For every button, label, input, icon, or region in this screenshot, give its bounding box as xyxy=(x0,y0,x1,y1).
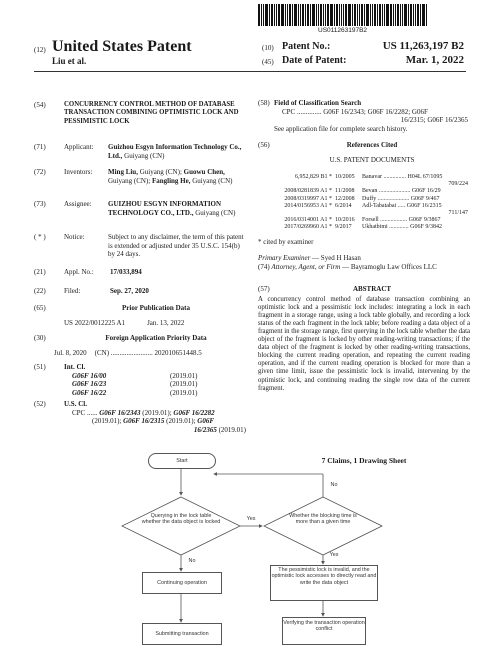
label-no-loop: No xyxy=(330,482,338,488)
applicant-label: Applicant: xyxy=(64,143,94,151)
cpc-prefix: CPC ...... xyxy=(72,408,98,417)
tag-10: (10) xyxy=(262,44,274,52)
priority-country: (CN) ........................ 202010651448.5 xyxy=(94,348,202,357)
tag-72: (72) xyxy=(34,168,46,176)
appl-no-label: Appl. No.: xyxy=(64,268,94,276)
applicant-location: Guiyang (CN) xyxy=(122,151,165,160)
reference-class: 711/147 xyxy=(448,209,468,216)
tag-45: (45) xyxy=(262,58,274,66)
tag-30: (30) xyxy=(34,334,46,342)
tag-51: (51) xyxy=(34,363,46,371)
abstract-heading: ABSTRACT xyxy=(352,285,392,293)
cpc-version: (2019.01); xyxy=(92,417,124,426)
inventor-2-loc: Guiyang (CN); xyxy=(108,176,152,185)
reference-class: 709/224 xyxy=(448,181,468,188)
reference-number: 2008/0319997 A1 * xyxy=(284,195,332,202)
authors: Liu et al. xyxy=(52,56,87,66)
class-search-cpc-1: CPC .............. G06F 16/2343; G06F 16/2282; G06F xyxy=(282,107,428,116)
tag-73: (73) xyxy=(34,200,46,208)
prior-pub-date: Jan. 13, 2022 xyxy=(147,318,185,327)
decision-query-shape xyxy=(122,497,240,555)
invention-title: CONCURRENCY CONTROL METHOD OF DATABASE TRANSACTION COMBINING OPTIMISTIC LOCK AND PESSIMISTIC LOCK xyxy=(64,101,239,125)
inventor-3: Fangling He, xyxy=(151,176,191,185)
reference-date: 10/2016 xyxy=(335,217,355,224)
reference-date: 9/2017 xyxy=(335,224,352,231)
tag-56: (56) xyxy=(258,141,270,149)
cpc-code: G06F 16/2315 xyxy=(123,417,165,426)
prior-pub-heading: Prior Publication Data xyxy=(122,304,190,312)
prior-pub-no: US 2022/0012225 A1 xyxy=(64,318,126,327)
reference-number: 2016/0314001 A1 * xyxy=(284,217,332,224)
reference-name: Adl-Tabatabai ..... G06F 16/2315 xyxy=(362,202,442,209)
tag-22: (22) xyxy=(34,287,46,295)
tag-58: (58) xyxy=(258,99,270,107)
flow-verify-conflict: Verifying the transaction operation conflict xyxy=(282,617,366,645)
label-no-2: No xyxy=(188,558,196,564)
abstract-text: A concurrency control method of database transaction combining an optimistic lock and a pessimistic lock includes: integrating a lock in each fragment in a storage range, using a lock table globally, and recording a lock status of the each fragment in the lock table; before reading a data object of a fragment in the storage range, first querying in the lock table whether the data object of the fragment is locked by other reading-writing transactions; if the data object of the fragment is locked by other reading-writing transactions, blocking the current reading operation, and repeating the current reading operation, and if the current reading operation is blocked for more than a given time limit, issue the pessimistic lock is invalid, intervening by the optimistic lock, and continuing reading the single row data of the current fragment. xyxy=(258,295,470,392)
cited-by-examiner: * cited by examiner xyxy=(258,238,314,246)
flow-continue-operation: Continuing operation xyxy=(142,572,222,594)
cpc-version: (2019.01); xyxy=(140,408,174,417)
reference-date: 12/2008 xyxy=(335,195,355,202)
reference-number: 2017/0269960 A1 * xyxy=(284,224,332,231)
inventor-2: Guowu Chen, xyxy=(183,168,225,176)
int-cl-code: G06F 16/22 xyxy=(72,388,107,397)
priority-heading: Foreign Application Priority Data xyxy=(105,334,207,342)
cpc-code: G06F xyxy=(197,417,214,426)
class-search-note: See application file for complete search history. xyxy=(274,124,408,133)
tag-21: (21) xyxy=(34,268,46,276)
attorney-name: — Bayramoglu Law Offices LLC xyxy=(340,262,437,271)
flow-decision-query: Querying in the lock table whether the data object is locked xyxy=(141,513,221,526)
int-cl-code: G06F 16/23 xyxy=(72,380,107,389)
notice-text: Subject to any disclaimer, the term of this patent is extended or adjusted under 35 U.S.C. 154(b) by 24 days. xyxy=(108,233,244,259)
inventor-1-loc: Guiyang (CN); xyxy=(137,168,184,176)
tag-12: (12) xyxy=(34,46,46,54)
reference-number: 2008/0281839 A1 * xyxy=(284,188,332,195)
cpc-code: G06F 16/2282 xyxy=(173,408,215,417)
tag-52: (52) xyxy=(34,400,46,408)
inventor-1: Ming Liu, xyxy=(108,168,138,176)
date-label: Date of Patent: xyxy=(282,55,347,66)
cpc-version: (2019.01); xyxy=(164,417,198,426)
class-search-label: Field of Classification Search xyxy=(274,99,362,107)
patent-date: Mar. 1, 2022 xyxy=(405,54,464,66)
appl-no: 17/033,894 xyxy=(110,268,142,276)
assignee-location: Guiyang (CN) xyxy=(193,208,236,217)
primary-examiner-name: — Syed H Hasan xyxy=(310,254,361,262)
reference-name: Bevan ..................... G06F 16/29 xyxy=(362,188,441,195)
label-yes-1: Yes xyxy=(246,516,256,522)
priority-date: Jul. 8, 2020 xyxy=(54,348,87,357)
int-cl-version: (2019.01) xyxy=(170,371,198,380)
int-cl-code: G06F 16/00 xyxy=(72,371,107,380)
references-heading: References Cited xyxy=(346,141,398,149)
reference-date: 11/2008 xyxy=(335,188,355,195)
class-search-cpc-2: 16/2315; G06F 16/2365 xyxy=(400,116,468,125)
assignee-label: Assignee: xyxy=(64,200,92,208)
us-cl-label: U.S. Cl. xyxy=(64,400,87,408)
barcode-number: US011263197B2 xyxy=(318,27,368,34)
reference-name: Ukhatbimi ............. G06F 9/3842 xyxy=(362,224,443,231)
patent-no: US 11,263,197 B2 xyxy=(382,40,464,52)
cpc-code: 16/2365 xyxy=(193,425,217,434)
patent-title: United States Patent xyxy=(52,38,192,55)
notice-label: Notice: xyxy=(64,233,85,241)
flow-start: Start xyxy=(148,453,216,469)
reference-date: 6/2014 xyxy=(335,202,352,209)
tag-71: (71) xyxy=(34,143,46,151)
inventors-label: Inventors: xyxy=(64,168,93,176)
assignee-name: GUIZHOU ESGYN INFORMATION TECHNOLOGY CO., LTD., xyxy=(108,200,222,217)
reference-name: Banavar ............... H04L 67/1095 xyxy=(362,174,443,180)
attorney-label: Attorney, Agent, or Firm xyxy=(271,262,341,271)
filed-date: Sep. 27, 2020 xyxy=(110,287,149,295)
reference-number: 6,952,829 B1 * xyxy=(294,174,332,180)
applicant-name: Guizhou Esgyn Information Technology Co., Ltd., xyxy=(108,143,242,160)
flow-decision-blocking: Whether the blocking time is more than a given time xyxy=(289,513,357,526)
flow-pessimistic-invalid: The pessimistic lock is invalid, and the optimistic lock accesses to directly read and write the data object xyxy=(270,565,378,601)
label-yes-2: Yes xyxy=(329,552,339,558)
reference-number: 2014/0156953 A1 * xyxy=(284,202,332,209)
int-cl-label: Int. Cl. xyxy=(64,363,86,371)
reference-name: Duffy ..................... G06F 9/467 xyxy=(362,195,440,202)
reference-name: Forsell .................. G06F 9/3867 xyxy=(362,217,441,224)
int-cl-version: (2019.01) xyxy=(170,388,198,397)
primary-examiner-label: Primary Examiner xyxy=(258,254,311,262)
filed-label: Filed: xyxy=(64,287,81,295)
cpc-version: (2019.01) xyxy=(216,425,246,434)
tag-notice: ( * ) xyxy=(34,233,46,241)
claims-summary: 7 Claims, 1 Drawing Sheet xyxy=(321,456,407,465)
tag-57: (57) xyxy=(258,285,270,293)
decision-blocking-shape xyxy=(264,497,382,555)
inventor-3-loc: Guiyang (CN) xyxy=(190,176,233,185)
flow-submit-transaction: Submitting transaction xyxy=(142,623,222,645)
reference-date: 10/2005 xyxy=(335,174,355,180)
int-cl-version: (2019.01) xyxy=(170,380,198,389)
tag-65: (65) xyxy=(34,304,46,312)
tag-54: (54) xyxy=(34,101,46,109)
patent-no-label: Patent No.: xyxy=(282,41,331,52)
cpc-code: G06F 16/2343 xyxy=(99,408,141,417)
references-subheading: U.S. PATENT DOCUMENTS xyxy=(329,155,415,164)
tag-74: (74) xyxy=(258,262,270,271)
